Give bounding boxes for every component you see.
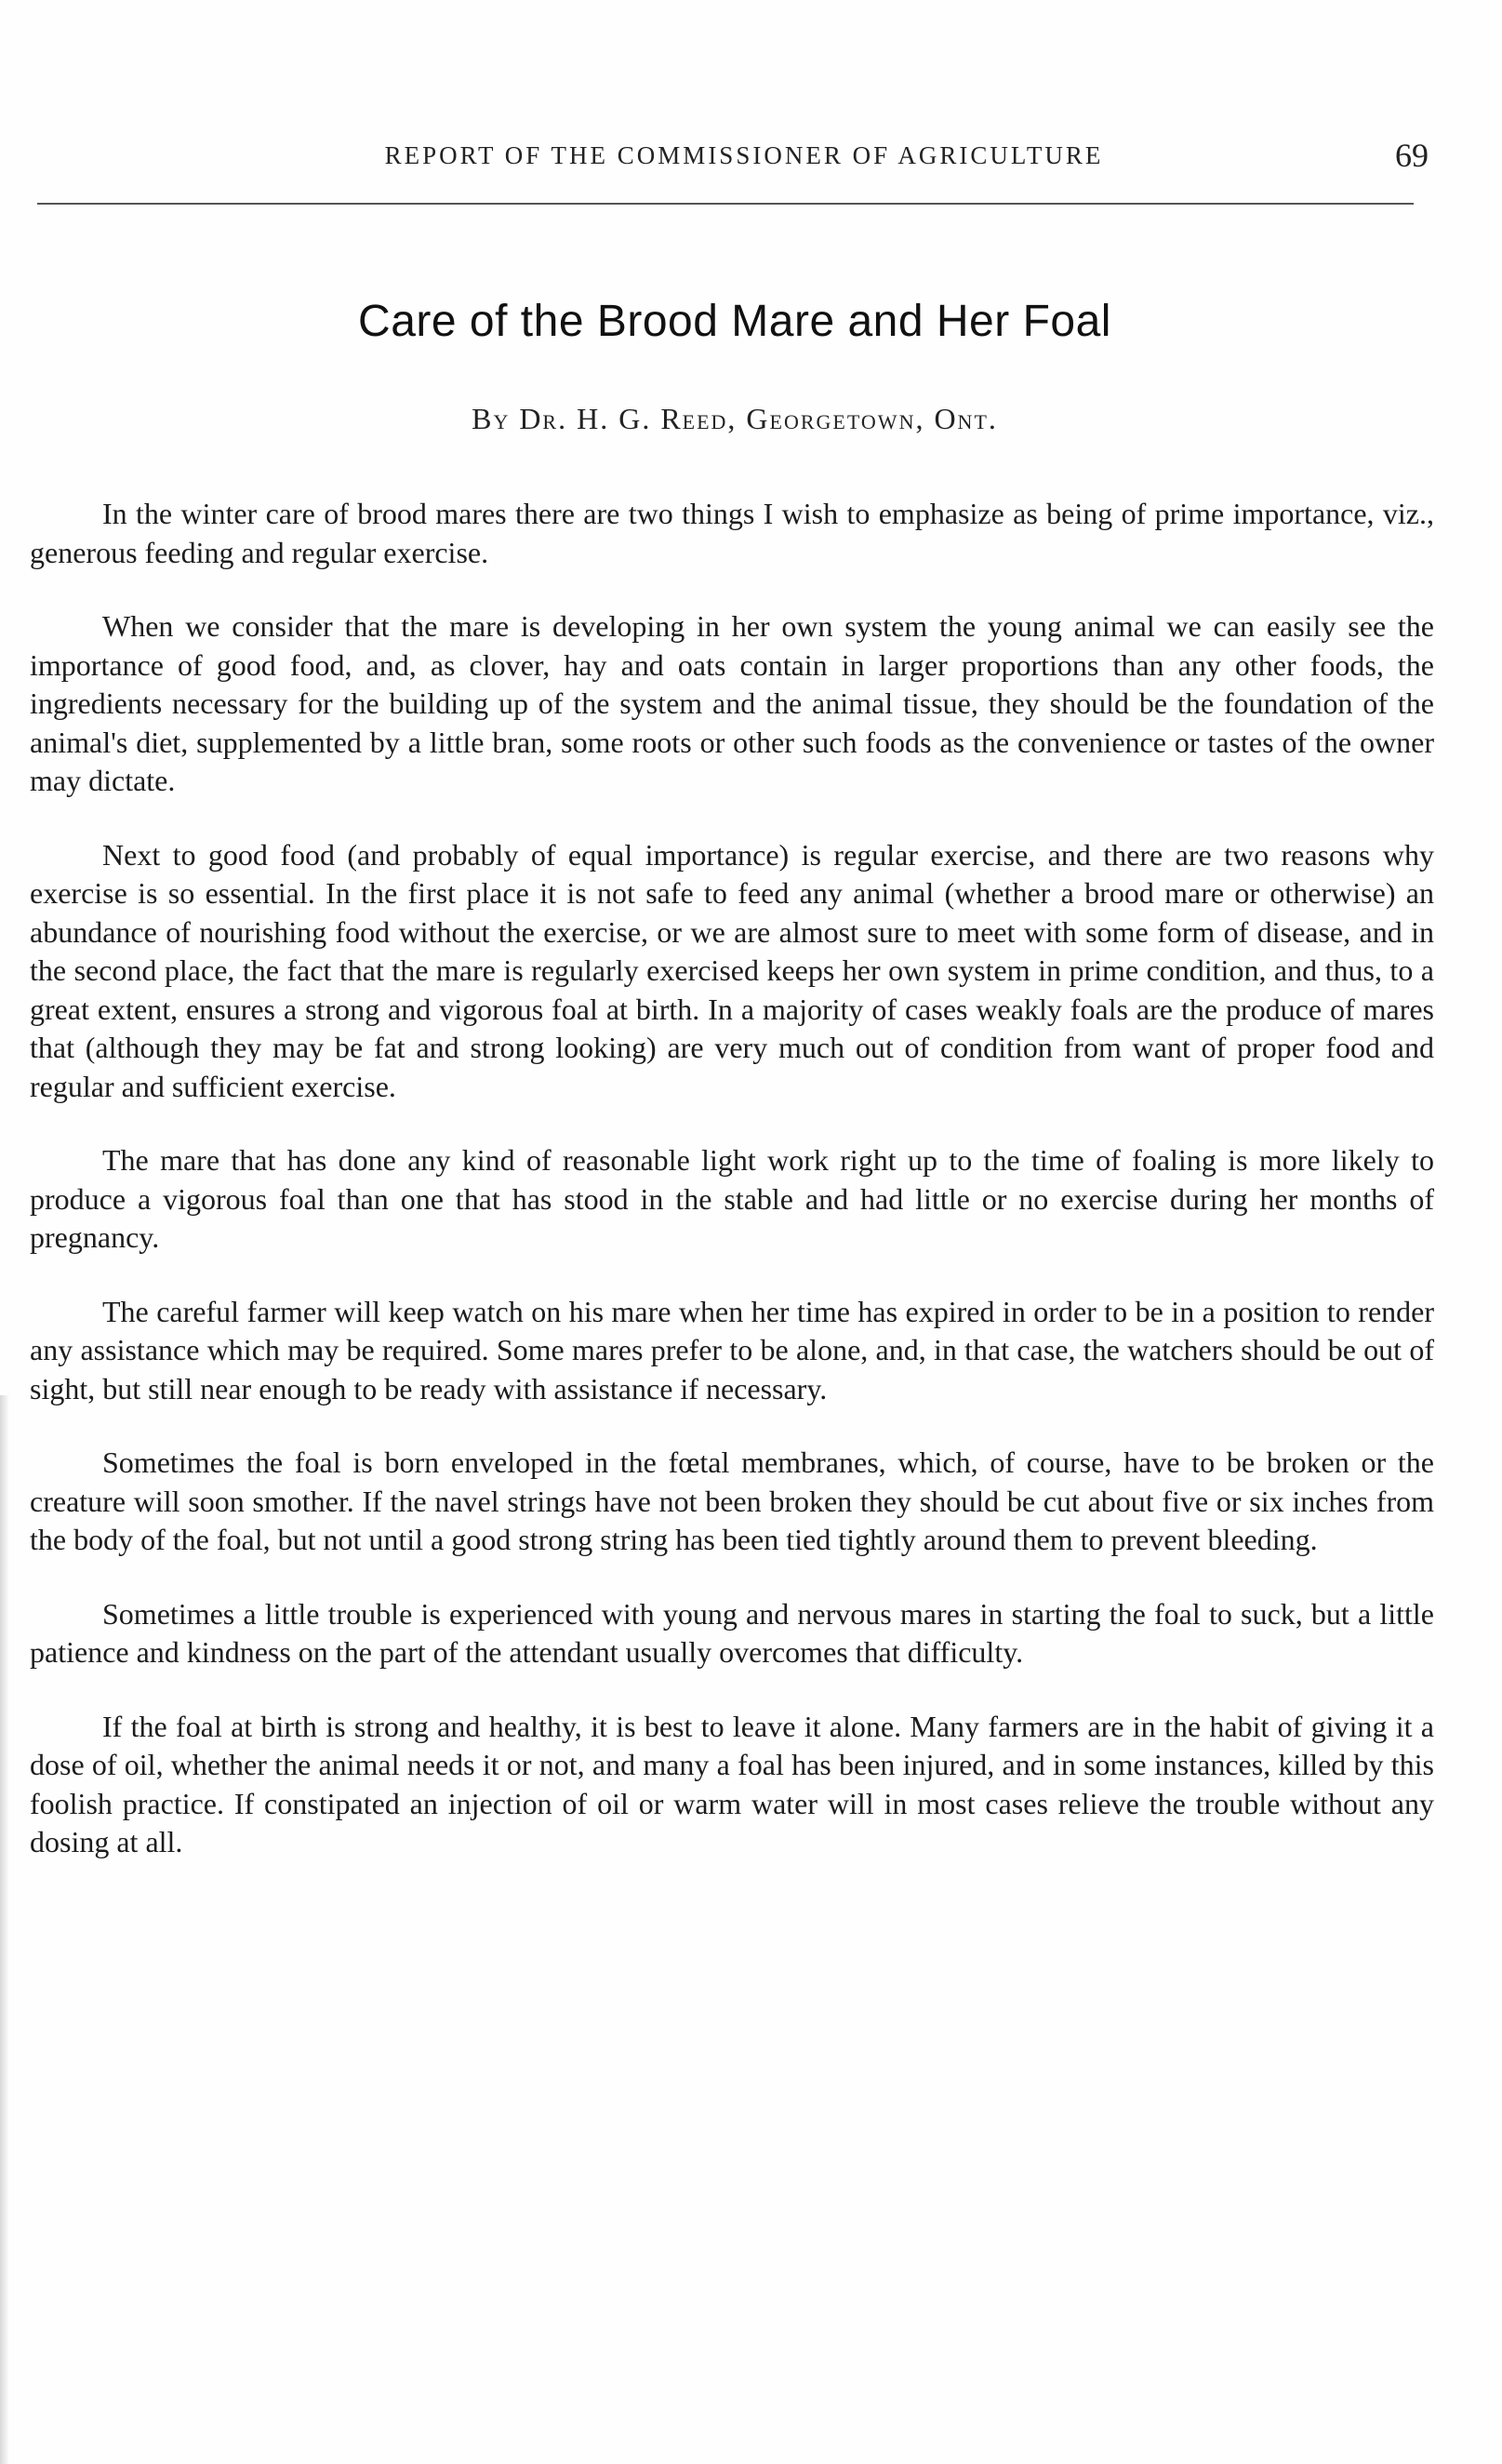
paragraph-2: When we consider that the mare is developing in her own system the young animal we can easily see the importance of good food, and, as clover, hay and oats contain in larger proportions than any other foods, the ingredients necessary for the building up of the system and the animal tissue, they should be the foundation of the animal's diet, supplemented by a little bran, some roots or other such foods as the convenience or tastes of the owner may dictate. [30, 609, 1434, 797]
article-byline: By Dr. H. G. Reed, Georgetown, Ont. [472, 402, 998, 435]
running-header-title: REPORT OF THE COMMISSIONER OF AGRICULTURE [384, 141, 1104, 169]
paragraph-5: The careful farmer will keep watch on his mare when her time has expired in order to be in a position to render any assistance which may be required. Some mares prefer to be alone, and, in that case, the watchers should be out of sight, but still near enough to be ready with assistance if necessary. [30, 1294, 1434, 1405]
paragraph-4: The mare that has done any kind of reasonable light work right up to the time of foaling is more likely to produce a vigorous foal than one that has stood in the stable and had little or no exercise during her months of pregnancy. [30, 1143, 1434, 1254]
article-body [30, 495, 1434, 1898]
paragraph-8: If the foal at birth is strong and healthy, it is best to leave it alone. Many farmers are in the habit of giving it a dose of oil, whether the animal needs it or not, and many a foal has been injured, and in some instances, killed by this foolish practice. If constipated an injection of oil or warm water will in most cases relieve the trouble without any dosing at all. [30, 1709, 1434, 1858]
paragraph-3: Next to good food (and probably of equal importance) is regular exercise, and there are two reasons why exercise is so essential. In the first place it is not safe to feed any animal (whether a brood mare or otherwise) an abundance of nourishing food without the exercise, or we are almost sure to meet with some form of disease, and in the second place, the fact that the mare is regularly exercised keeps her own system in prime condition, and thus, to a great extent, ensures a strong and vigorous foal at birth. In a majority of cases weakly foals are the produce of mares that (although they may be fat and strong looking) are very much out of condition from want of proper food and regular and sufficient exercise. [30, 837, 1434, 1103]
article-title: Care of the Brood Mare and Her Foal [358, 297, 1111, 346]
paragraph-7: Sometimes a little trouble is experienced with young and nervous mares in starting the foal to suck, but a little patience and kindness on the part of the attendant usually overcomes that difficulty. [30, 1596, 1434, 1669]
paragraph-6: Sometimes the foal is born enveloped in the fœtal membranes, which, of course, have to be broken or the creature will soon smother. If the navel strings have not been broken they should be cut about five or six inches from the body of the foal, but not until a good strong string has been tied tightly around them to prevent bleeding. [30, 1445, 1434, 1556]
page-edge-shadow [0, 1395, 9, 2464]
page-number: 69 [1395, 137, 1429, 174]
header-rule [37, 203, 1414, 205]
paragraph-1: In the winter care of brood mares there are two things I wish to emphasize as being of prime importance, viz., generous feeding and regular exercise. [30, 497, 1434, 569]
